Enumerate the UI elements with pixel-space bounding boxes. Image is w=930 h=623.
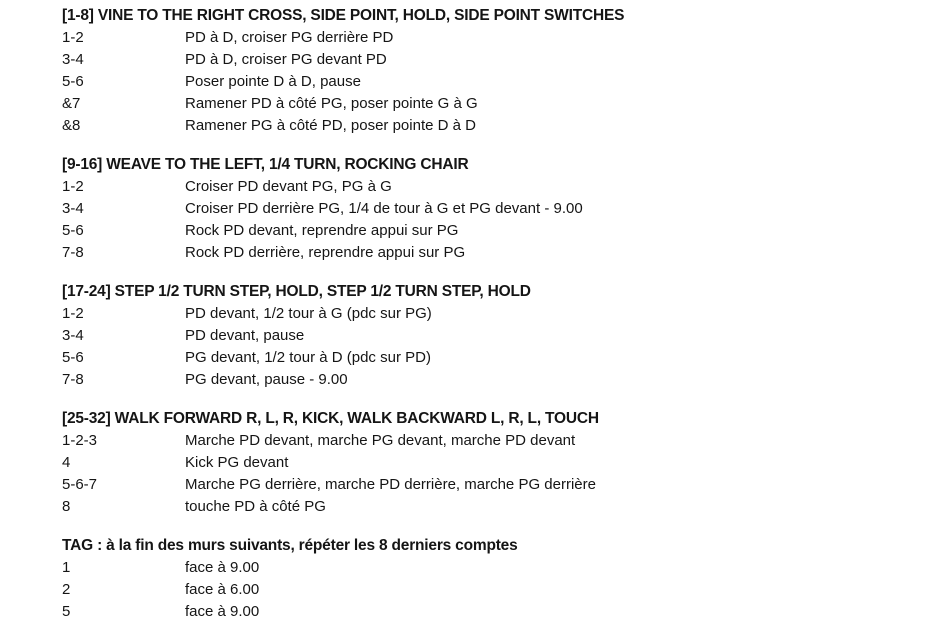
counts-cell — [62, 242, 185, 264]
dance-section — [62, 408, 920, 518]
step-row — [62, 369, 920, 391]
step-row — [62, 71, 920, 93]
counts-label: 7-8 — [62, 244, 84, 261]
section-title: [17-24] STEP 1/2 TURN STEP, HOLD, STEP 1/2 TURN STEP, HOLD — [62, 283, 531, 300]
steps-label: Croiser PD devant PG, PG à G — [185, 178, 392, 195]
section-title: TAG : à la fin des murs suivants, répéter les 8 derniers comptes — [62, 537, 518, 554]
steps-label: Marche PG derrière, marche PD derrière, marche PG derrière — [185, 476, 596, 493]
dance-section — [62, 281, 920, 391]
steps-cell — [185, 496, 326, 518]
step-row — [62, 27, 920, 49]
step-row — [62, 93, 920, 115]
dance-section — [62, 154, 920, 264]
counts-cell — [62, 557, 185, 579]
counts-cell — [62, 325, 185, 347]
counts-label: 4 — [62, 454, 71, 471]
counts-cell — [62, 71, 185, 93]
counts-cell — [62, 474, 185, 496]
steps-label: Rock PD devant, reprendre appui sur PG — [185, 222, 459, 239]
step-row — [62, 347, 920, 369]
step-row — [62, 325, 920, 347]
steps-cell — [185, 242, 465, 264]
steps-cell — [185, 557, 259, 579]
step-row — [62, 176, 920, 198]
counts-label: 5-6-7 — [62, 476, 98, 493]
steps-cell — [185, 474, 596, 496]
steps-label: Rock PD derrière, reprendre appui sur PG — [185, 244, 466, 261]
step-row — [62, 115, 920, 137]
step-row — [62, 303, 920, 325]
counts-cell — [62, 176, 185, 198]
counts-cell — [62, 27, 185, 49]
dance-section — [62, 535, 920, 623]
counts-label: 1 — [62, 559, 71, 576]
step-row — [62, 49, 920, 71]
steps-label: Croiser PD derrière PG, 1/4 de tour à G et PG devant - 9.00 — [185, 200, 583, 217]
counts-cell — [62, 496, 185, 518]
counts-cell — [62, 115, 185, 137]
counts-cell — [62, 49, 185, 71]
steps-label: PD à D, croiser PG devant PD — [185, 51, 387, 68]
steps-label: face à 9.00 — [185, 559, 260, 576]
steps-label: Ramener PG à côté PD, poser pointe D à D — [185, 117, 476, 134]
section-rows — [62, 303, 920, 391]
step-row — [62, 474, 920, 496]
counts-label: 2 — [62, 581, 71, 598]
steps-label: touche PD à côté PG — [185, 498, 326, 515]
step-row — [62, 557, 920, 579]
counts-cell — [62, 430, 185, 452]
step-row — [62, 579, 920, 601]
steps-cell — [185, 115, 476, 137]
counts-label: 7-8 — [62, 371, 84, 388]
counts-label: 3-4 — [62, 327, 84, 344]
steps-label: Poser pointe D à D, pause — [185, 73, 361, 90]
section-rows — [62, 27, 920, 137]
counts-cell — [62, 369, 185, 391]
steps-label: PD à D, croiser PG derrière PD — [185, 29, 394, 46]
steps-cell — [185, 93, 478, 115]
steps-cell — [185, 71, 361, 93]
step-row — [62, 496, 920, 518]
step-row — [62, 198, 920, 220]
steps-cell — [185, 27, 393, 49]
counts-label: 3-4 — [62, 200, 84, 217]
steps-label: PG devant, pause - 9.00 — [185, 371, 348, 388]
step-row — [62, 430, 920, 452]
section-rows — [62, 557, 920, 623]
steps-label: face à 6.00 — [185, 581, 260, 598]
steps-cell — [185, 369, 348, 391]
steps-label: Kick PG devant — [185, 454, 289, 471]
counts-cell — [62, 347, 185, 369]
steps-label: PG devant, 1/2 tour à D (pdc sur PD) — [185, 349, 431, 366]
section-rows — [62, 430, 920, 518]
counts-cell — [62, 579, 185, 601]
section-title: [9-16] WEAVE TO THE LEFT, 1/4 TURN, ROCKING CHAIR — [62, 156, 469, 173]
steps-cell — [185, 176, 392, 198]
counts-label: 1-2 — [62, 29, 84, 46]
counts-cell — [62, 452, 185, 474]
section-title: [25-32] WALK FORWARD R, L, R, KICK, WALK BACKWARD L, R, L, TOUCH — [62, 410, 599, 427]
step-row — [62, 452, 920, 474]
steps-cell — [185, 347, 431, 369]
counts-cell — [62, 198, 185, 220]
steps-cell — [185, 452, 288, 474]
counts-label: 1-2 — [62, 305, 84, 322]
step-row — [62, 242, 920, 264]
counts-cell — [62, 220, 185, 242]
steps-label: Marche PD devant, marche PG devant, marche PD devant — [185, 432, 576, 449]
step-row — [62, 220, 920, 242]
counts-label: 1-2-3 — [62, 432, 98, 449]
counts-cell — [62, 93, 185, 115]
steps-label: PD devant, 1/2 tour à G (pdc sur PG) — [185, 305, 432, 322]
section-rows — [62, 176, 920, 264]
steps-cell — [185, 303, 432, 325]
counts-cell — [62, 303, 185, 325]
steps-label: Ramener PD à côté PG, poser pointe G à G — [185, 95, 478, 112]
counts-label: 5 — [62, 603, 71, 620]
counts-label: 8 — [62, 498, 71, 515]
counts-label: &8 — [62, 117, 81, 134]
counts-label: 5-6 — [62, 222, 84, 239]
steps-cell — [185, 430, 575, 452]
steps-cell — [185, 198, 583, 220]
dance-section — [62, 5, 920, 137]
steps-cell — [185, 220, 458, 242]
steps-cell — [185, 579, 259, 601]
counts-label: 3-4 — [62, 51, 84, 68]
counts-label: 1-2 — [62, 178, 84, 195]
steps-label: PD devant, pause — [185, 327, 305, 344]
counts-label: &7 — [62, 95, 81, 112]
steps-label: face à 9.00 — [185, 603, 260, 620]
steps-cell — [185, 325, 304, 347]
steps-cell — [185, 49, 387, 71]
counts-label: 5-6 — [62, 73, 84, 90]
section-title: [1-8] VINE TO THE RIGHT CROSS, SIDE POINT, HOLD, SIDE POINT SWITCHES — [62, 7, 625, 24]
counts-label: 5-6 — [62, 349, 84, 366]
